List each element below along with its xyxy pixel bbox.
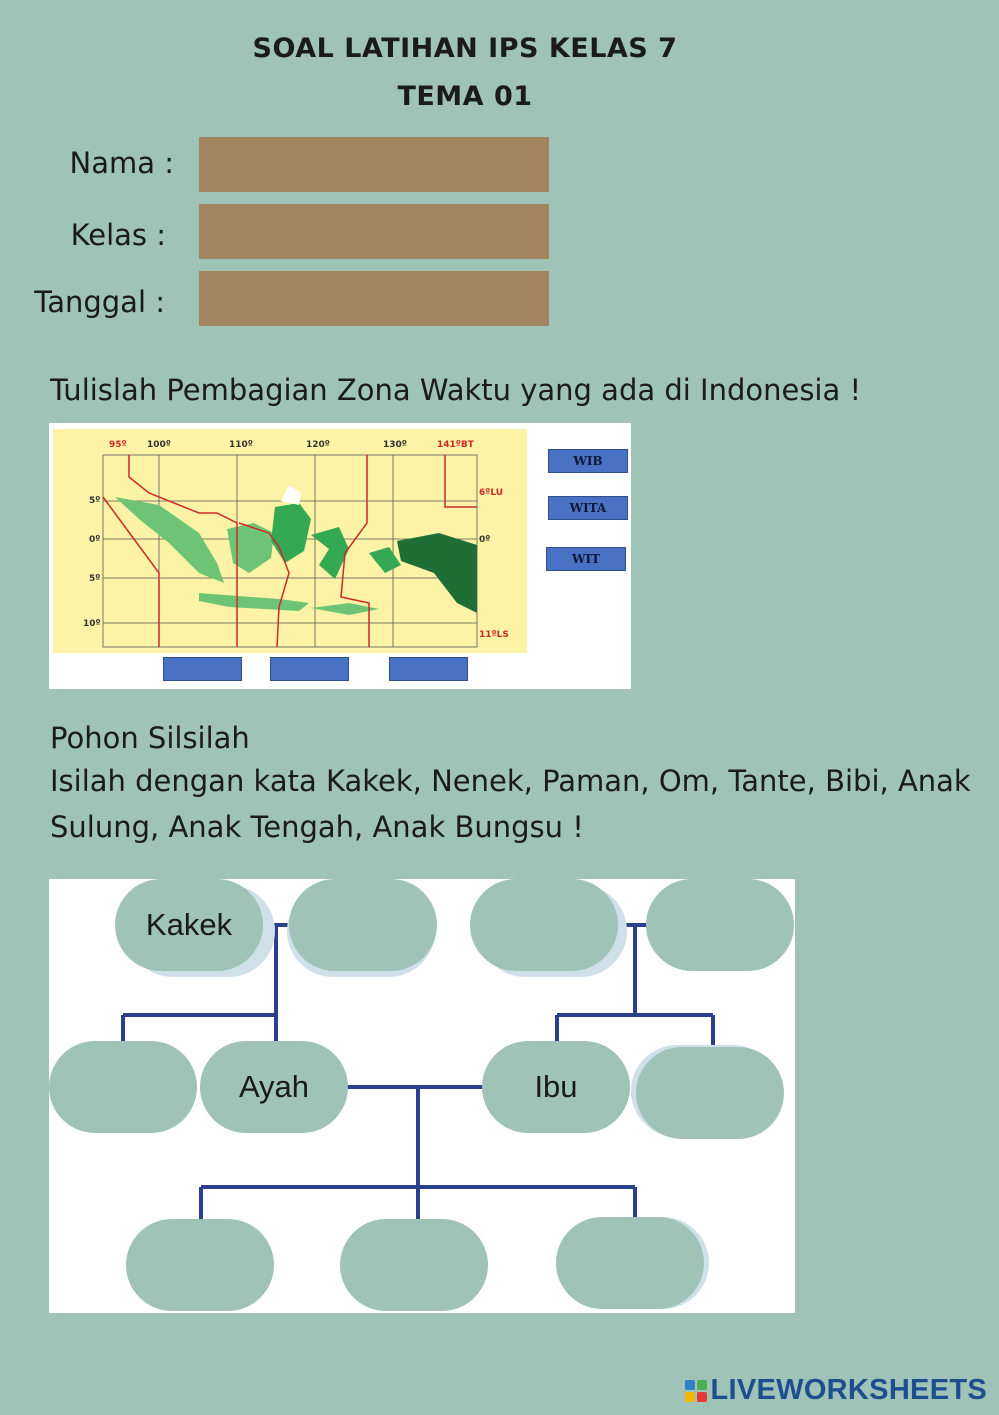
zone-option-wib[interactable]: WIB bbox=[548, 449, 628, 473]
map-lat-label-right: 0º bbox=[479, 535, 491, 545]
kelas-field[interactable] bbox=[199, 204, 549, 259]
tree-node-blank-5[interactable] bbox=[636, 1047, 784, 1139]
tree-node-blank-7[interactable] bbox=[340, 1219, 488, 1311]
nama-field[interactable] bbox=[199, 137, 549, 192]
tree-node-kakek: Kakek bbox=[115, 879, 263, 971]
tree-node-blank-4[interactable] bbox=[49, 1041, 197, 1133]
tree-node-ibu: Ibu bbox=[482, 1041, 630, 1133]
map-lon-label: 95º bbox=[109, 440, 127, 450]
tree-node-blank-8[interactable] bbox=[556, 1217, 704, 1309]
question-2-instruction-line-2: Sulung, Anak Tengah, Anak Bungsu ! bbox=[50, 810, 584, 844]
kelas-label: Kelas : bbox=[70, 218, 166, 252]
map-lat-label: 10º bbox=[83, 619, 101, 629]
tanggal-label: Tanggal : bbox=[34, 285, 165, 319]
question-2-instruction-line-1: Isilah dengan kata Kakek, Nenek, Paman, Om, Tante, Bibi, Anak bbox=[50, 764, 971, 798]
family-tree-panel bbox=[49, 879, 795, 1313]
zone-option-wit[interactable]: WIT bbox=[546, 547, 626, 571]
worksheet-subtitle: TEMA 01 bbox=[397, 81, 533, 112]
zone-answer-box-1[interactable] bbox=[163, 657, 242, 681]
map-lon-label: 130º bbox=[383, 440, 407, 450]
map-lat-label: 5º bbox=[89, 574, 101, 584]
zone-answer-box-2[interactable] bbox=[270, 657, 349, 681]
liveworksheets-logo-text: LIVEWORKSHEETS bbox=[710, 1374, 987, 1406]
map-lat-label-right: 11ºLS bbox=[479, 630, 509, 640]
zone-answer-box-3[interactable] bbox=[389, 657, 468, 681]
map-lon-label: 141ºBT bbox=[437, 440, 474, 450]
tree-node-blank-2[interactable] bbox=[470, 879, 618, 971]
tree-node-ayah: Ayah bbox=[200, 1041, 348, 1133]
map-lat-label: 0º bbox=[89, 535, 101, 545]
map-lon-label: 110º bbox=[229, 440, 253, 450]
zone-option-wita[interactable]: WITA bbox=[548, 496, 628, 520]
map-lon-label: 120º bbox=[306, 440, 330, 450]
map-lon-label: 100º bbox=[147, 440, 171, 450]
worksheet-title: SOAL LATIHAN IPS KELAS 7 bbox=[252, 33, 678, 64]
indonesia-map bbox=[49, 423, 631, 689]
map-lat-label-right: 6ºLU bbox=[479, 488, 504, 498]
liveworksheets-logo-icon bbox=[685, 1380, 707, 1402]
tree-node-blank-6[interactable] bbox=[126, 1219, 274, 1311]
liveworksheets-logo[interactable] bbox=[685, 1374, 988, 1407]
tree-node-blank-3[interactable] bbox=[646, 879, 794, 971]
tree-node-blank-1[interactable] bbox=[289, 879, 437, 971]
question-1-prompt: Tulislah Pembagian Zona Waktu yang ada di Indonesia ! bbox=[50, 373, 862, 407]
nama-label: Nama : bbox=[69, 146, 174, 180]
timezone-map-panel bbox=[49, 423, 631, 689]
map-lat-label: 5º bbox=[89, 496, 101, 506]
question-2-heading: Pohon Silsilah bbox=[50, 721, 250, 755]
tanggal-field[interactable] bbox=[199, 271, 549, 326]
